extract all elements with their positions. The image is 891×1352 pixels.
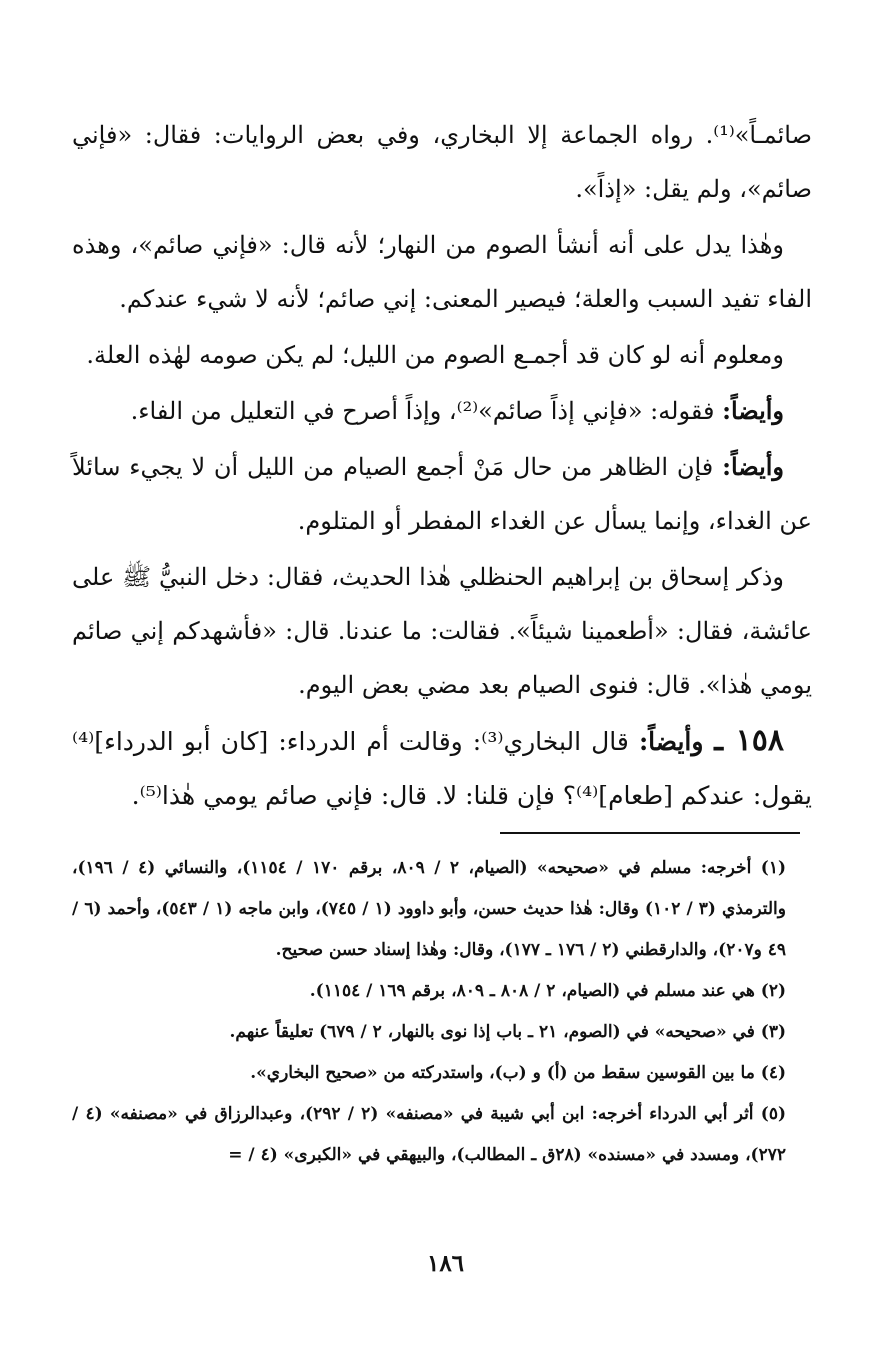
paragraph-text: فقوله: «فإني إذاً صائم»⁽²⁾، وإذاً أصرح في التعليل من الفاء.	[130, 397, 723, 425]
footnote-4: (٤) ما بين القوسين سقط من (أ) و (ب)، واستدركته من «صحيح البخاري».	[250, 1063, 786, 1083]
paragraph-4	[72, 384, 812, 438]
paragraph-lead: وأيضاً:	[722, 452, 784, 481]
paragraph-7	[72, 714, 812, 823]
footnote-1: (١) أخرجه: مسلم في «صحيحه» (الصيام، ٢ / ٨٠٩، برقم ١٧٠ / ١١٥٤)، والنسائي (٤ / ١٩٦)، والترمذي (٣ / ١٠٢) وقال: هٰذا حديث حسن، وأبو داوود (١ / ٧٤٥)، وابن ماجه (١ / ٥٤٣)، وأحمد (٦ / ٤٩ و٢٠٧)، والدارقطني (٢ / ١٧٦ ـ ١٧٧)، وقال: وهٰذا إسناد حسن صحيح.	[72, 858, 786, 960]
paragraph-lead: وأيضاً:	[722, 396, 784, 425]
entry-number: ١٥٨ ـ	[714, 723, 784, 758]
paragraph-6	[72, 550, 812, 712]
footnote-5: (٥) أثر أبي الدرداء أخرجه: ابن أبي شيبة في «مصنفه» (٢ / ٢٩٢)، وعبدالرزاق في «مصنفه» (٤ / ٢٧٢)، ومسدد في «مسنده» (٢٨ق ـ المطالب)، والبيهقي في «الكبرى» (٤ / =	[72, 1104, 786, 1165]
footnote-2: (٢) هي عند مسلم في (الصيام، ٢ / ٨٠٨ ـ ٨٠٩، برقم ١٦٩ / ١١٥٤).	[309, 981, 786, 1001]
footnote-3: (٣) في «صحيحه» في (الصوم، ٢١ ـ باب إذا نوى بالنهار، ٢ / ٦٧٩) تعليقاً عنهم.	[229, 1022, 786, 1042]
footnotes	[72, 848, 812, 1176]
paragraph-text: فإن الظاهر من حال مَنْ أجمع الصيام من الليل أن لا يجيء سائلاً عن الغداء، وإنما يسأل عن الغداء المفطر أو المتلوم.	[72, 453, 812, 535]
paragraph-1	[72, 108, 812, 216]
paragraph-text: وذكر إسحاق بن إبراهيم الحنظلي هٰذا الحديث، فقال: دخل النبيُّ ﷺ على عائشة، فقال: «أطعمينا شيئاً». فقالت: ما عندنا. قال: «فأشهدكم إني صائم يومي هٰذا». قال: فنوى الصيام بعد مضي بعض اليوم.	[72, 563, 812, 699]
paragraph-text: وهٰذا يدل على أنه أنشأ الصوم من النهار؛ لأنه قال: «فإني صائم»، وهذه الفاء تفيد السبب والعلة؛ فيصير المعنى: إني صائم؛ لأنه لا شيء عندكم.	[72, 231, 812, 313]
paragraph-text: صائمـاً»⁽¹⁾. رواه الجماعة إلا البخاري، وفي بعض الروايات: فقال: «فإني صائم»، ولم يقل: «إذاً».	[72, 121, 812, 203]
paragraph-2	[72, 218, 812, 326]
paragraph-text: ومعلوم أنه لو كان قد أجمـع الصوم من الليل؛ لم يكن صومه لهٰذه العلة.	[86, 341, 784, 369]
footnote-separator	[500, 832, 800, 834]
page-number: ١٨٦	[426, 1250, 465, 1277]
paragraph-lead: وأيضاً:	[638, 727, 715, 756]
main-text	[72, 108, 812, 823]
paragraph-3	[72, 328, 812, 382]
paragraph-text: قال البخاري⁽³⁾: وقالت أم الدرداء: [كان أبو الدرداء]⁽⁴⁾ يقول: عندكم [طعام]⁽⁴⁾؟ فإن قلنا: لا. قال: فإني صائم يومي هٰذا⁽⁵⁾.	[72, 727, 812, 810]
paragraph-5	[72, 440, 812, 548]
